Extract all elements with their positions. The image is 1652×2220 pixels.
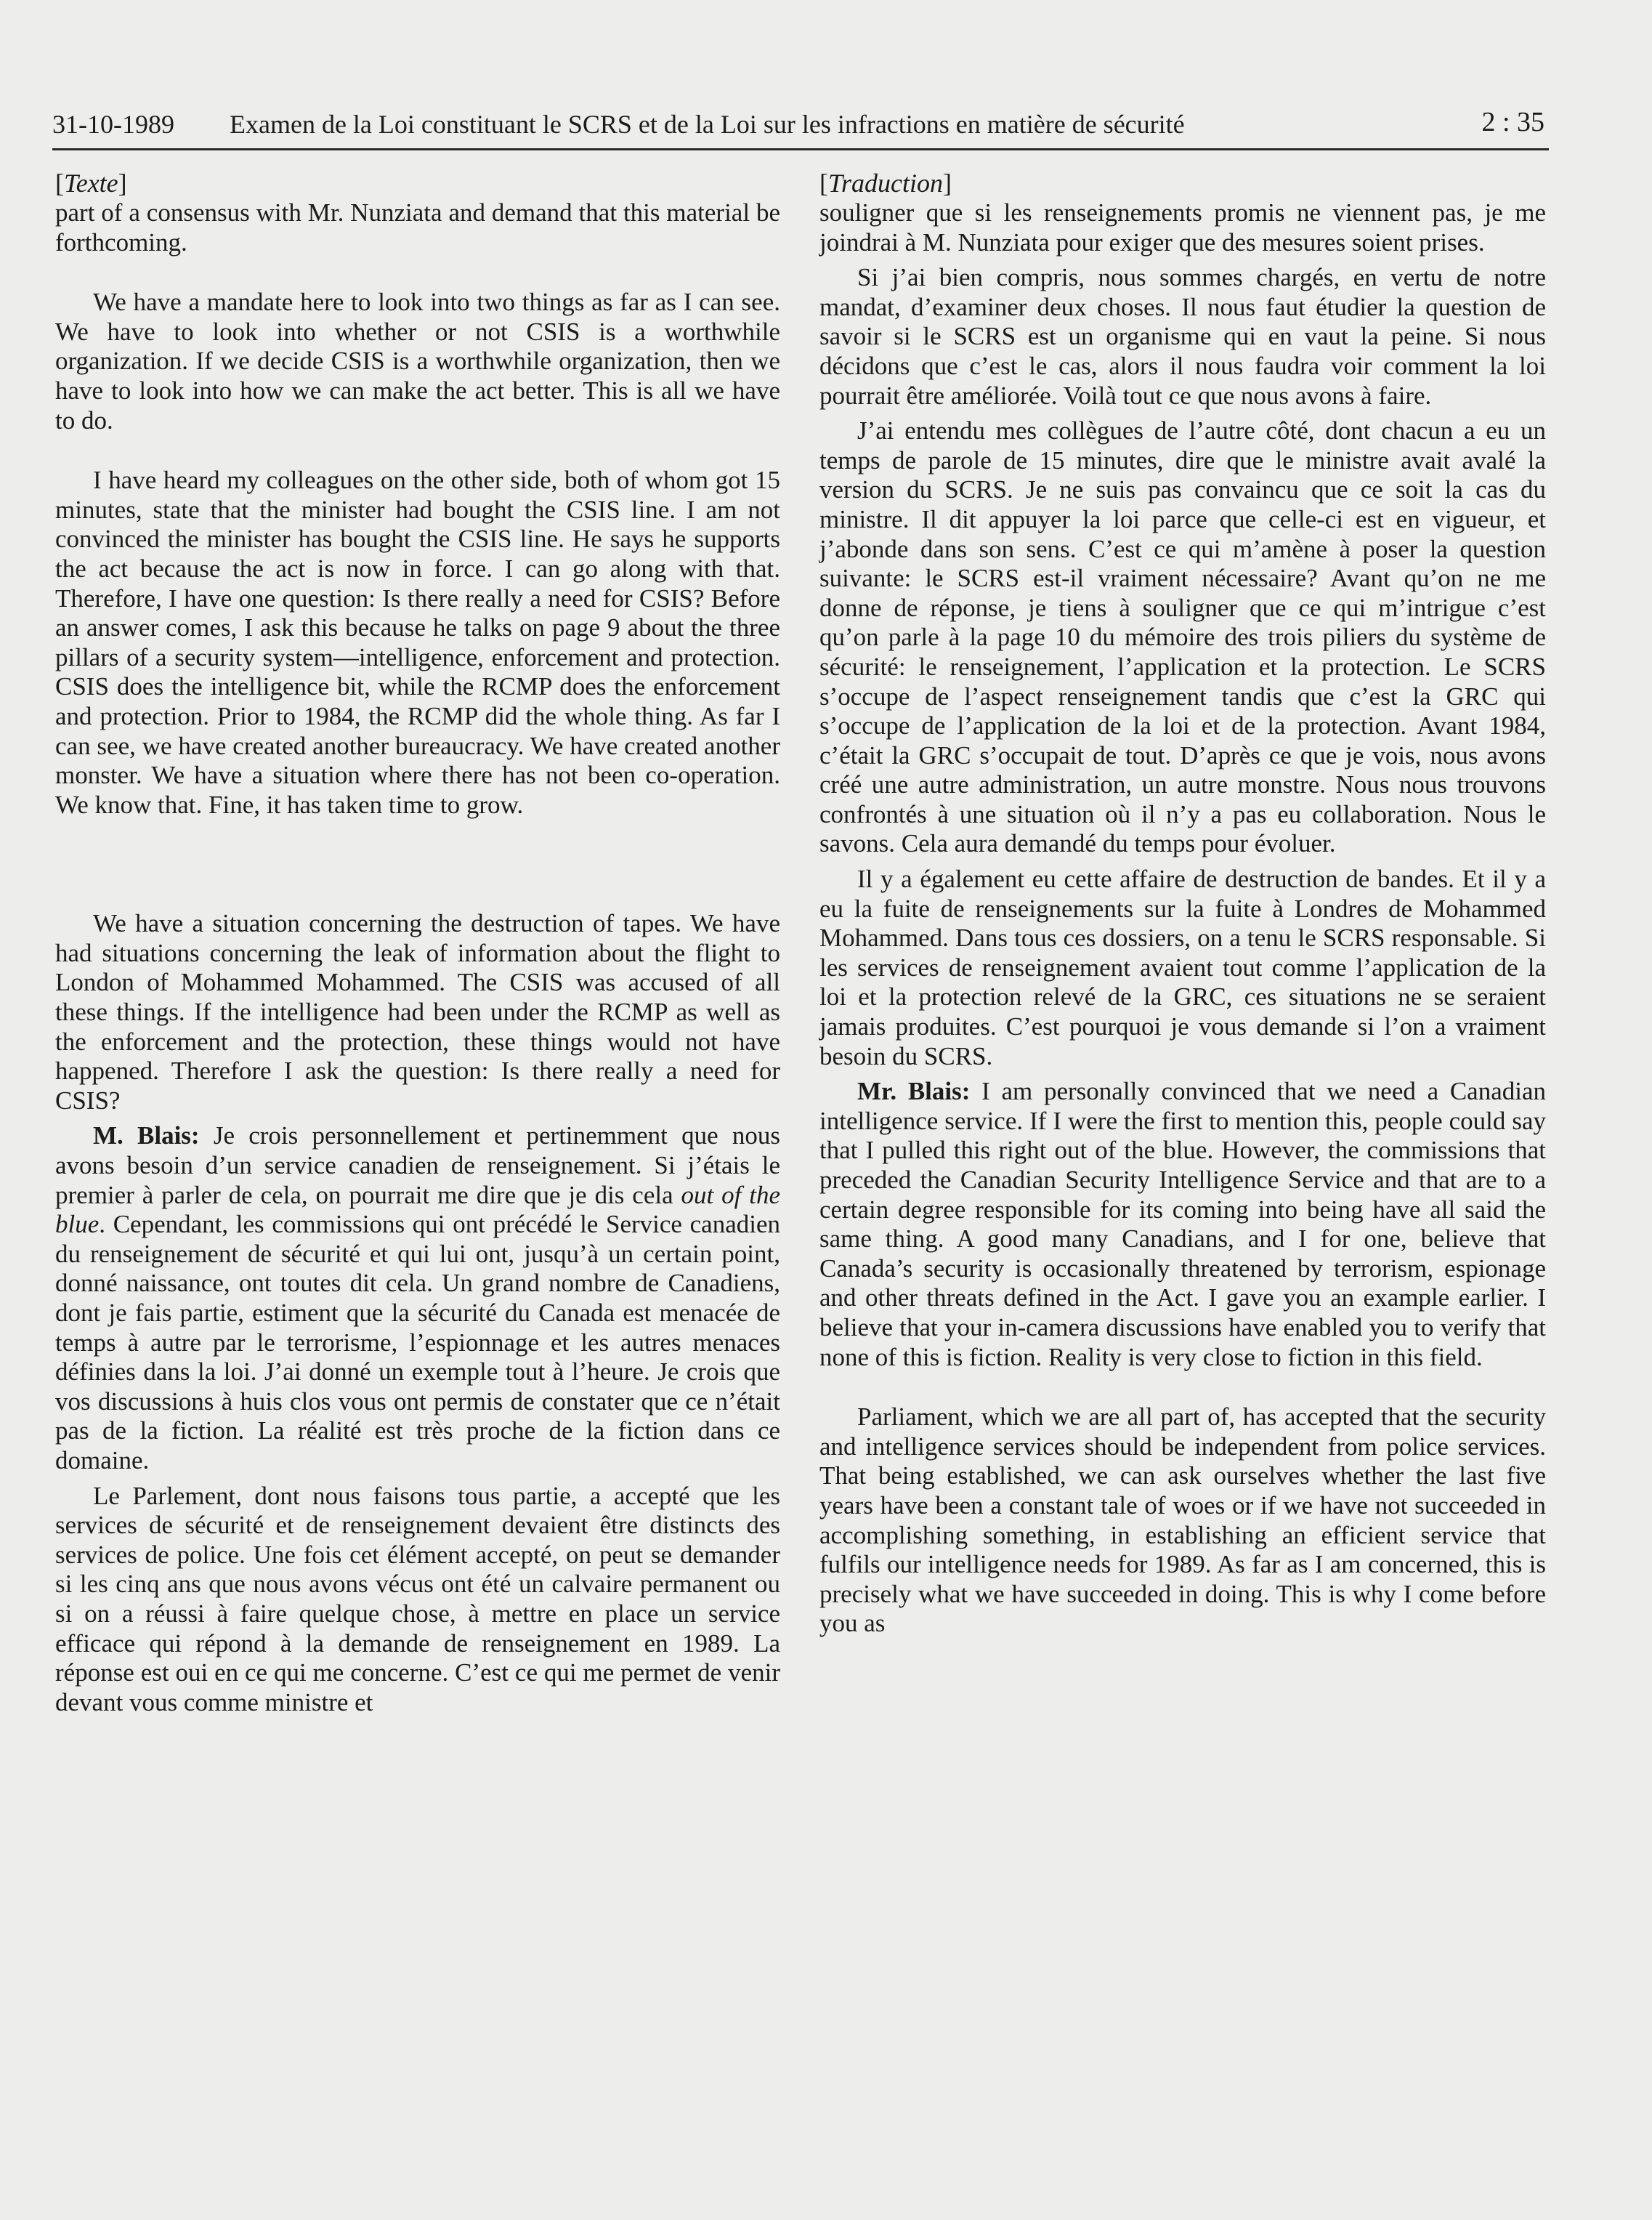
speaker-paragraph: Mr. Blais: I am personally convinced that we need a Canadian intelligence service. If I were the first to mention this, people could say that I pulled this right out of the blue. However, the commissions that preceded the Canadian Security Intelligence Service and that are to a certain degree responsible for its coming into being have all said the same thing. A good many Canadians, and I for one, believe that Canada’s security is occasionally threatened by terrorism, espionage and other threats defined in the Act. I gave you an example earlier. I believe that your in-camera discussions have enabled you to verify that none of this is fiction. Reality is very close to fiction in this field. bbox=[819, 1077, 1547, 1371]
speaker-name: M. Blais: bbox=[93, 1121, 200, 1150]
column-label-traduction: [Traduction] bbox=[819, 169, 952, 198]
speaker-paragraph: M. Blais: Je crois personnellement et pertinemment que nous avons besoin d’un service canadien de renseignement. Si j’étais le premier à parler de cela, on pourrait me dire que je dis cela out of the blue. Cependant, les commissions qui ont précédé le Service canadien du renseignement de sécurité et qui lui ont, jusqu’à un certain point, donné naissance, ont toutes dit cela. Un grand nombre de Canadiens, dont je fais partie, estiment que la sécurité du Canada est menacée de temps à autre par le terrorisme, l’espionnage et les autres menaces définies dans la loi. J’ai donné un exemple tout à l’heure. Je crois que vos discussions à huis clos vous ont permis de constater que ce n’était pas de la fiction. La réalité est très proche de la fiction dans ce domaine. bbox=[55, 1121, 781, 1474]
left-column bbox=[55, 169, 780, 1717]
speaker-name: Mr. Blais: bbox=[857, 1077, 971, 1106]
column-label-texte: [Texte] bbox=[55, 169, 127, 198]
header-date: 31-10-1989 bbox=[52, 110, 174, 139]
paragraph: Il y a également eu cette affaire de destruction de bandes. Et il y a eu la fuite de renseignements sur la fuite à Londres de Mohammed Mohammed. Dans tous ces dossiers, on a tenu le SCRS responsable. Si les services de renseignement avaient tout comme l’application de la loi et la protection relevé de la GRC, ces situations ne se seraient jamais produites. C’est pourquoi je vous demande si l’on a vraiment besoin du SCRS. bbox=[819, 865, 1546, 1070]
header-page-number: 2 : 35 bbox=[1481, 107, 1544, 137]
page-header bbox=[52, 103, 1549, 150]
paragraph: We have a mandate here to look into two things as far as I can see. We have to look into whether or not CSIS is a worthwhile organization. If we decide CSIS is a worthwhile organization, then we have to look into how we can make the act better. This is all we have to do. bbox=[55, 288, 780, 435]
paragraph: We have a situation concerning the destruction of tapes. We have had situations concerning the leak of information about the flight to London of Mohammed Mohammed. The CSIS was accused of all these things. If the intelligence had been under the RCMP as well as the enforcement and the protection, these things would not have happened. Therefore I ask the question: Is there really a need for CSIS? bbox=[55, 909, 780, 1115]
header-title: Examen de la Loi constituant le SCRS et de la Loi sur les infractions en matière de sécurité bbox=[230, 110, 1185, 139]
paragraph: J’ai entendu mes collègues de l’autre côté, dont chacun a eu un temps de parole de 15 minutes, dire que le ministre avait avalé la version du SCRS. Je ne suis pas convaincu que ce soit la cas du ministre. Il dit appuyer la loi parce que celle-ci est en vigueur, et j’abonde dans son sens. C’est ce qui m’amène à poser la question suivante: le SCRS est-il vraiment nécessaire? Avant qu’on ne me donne de réponse, je tiens à souligner que ce qui m’intrigue c’est qu’on parle à la page 10 du mémoire des trois piliers du système de sécurité: le renseignement, l’application et la protection. Le SCRS s’occupe de l’aspect renseignement tandis que c’est la GRC qui s’occupe de l’application de la loi et de la protection. Avant 1984, c’était la GRC s’occupait de tout. D’après ce que je vois, nous avons créé une autre administration, un autre monstre. Nous nous trouvons confrontés à une situation où il n’y a pas eu collaboration. Nous le savons. Cela aura demandé du temps pour évoluer. bbox=[819, 416, 1546, 858]
paragraph: I have heard my colleagues on the other side, both of whom got 15 minutes, state that the minister had bought the CSIS line. I am not convinced the minister has bought the CSIS line. He says he supports the act because the act is now in force. I can go along with that. Therefore, I have one question: Is there really a need for CSIS? Before an answer comes, I ask this because he talks on page 9 about the three pillars of a security system—intelligence, enforcement and protection. CSIS does the intelligence bit, while the RCMP does the enforcement and protection. Prior to 1984, the RCMP did the whole thing. As far I can see, we have created another bureaucracy. We have created another monster. We have a situation where there has not been co-operation. We know that. Fine, it has taken time to grow. bbox=[55, 466, 780, 819]
paragraph: Si j’ai bien compris, nous sommes chargés, en vertu de notre mandat, d’examiner deux choses. Il nous faut étudier la question de savoir si le SCRS est un organisme qui en vaut la peine. Si nous décidons que c’est le cas, alors il nous faudra voir comment la loi pourrait être améliorée. Voilà tout ce que nous avons à faire. bbox=[819, 263, 1546, 410]
italic-phrase: out of the blue bbox=[55, 1180, 780, 1239]
paragraph: souligner que si les renseignements promis ne viennent pas, je me joindrai à M. Nunziata pour exiger que des mesures soient prises. bbox=[819, 198, 1546, 257]
right-column bbox=[819, 169, 1546, 1639]
paragraph: Le Parlement, dont nous faisons tous partie, a accepté que les services de sécurité et de renseignement devaient être distincts des services de police. Une fois cet élément accepté, on peut se demander si les cinq ans que nous avons vécus ont été un calvaire permanent ou si on a réussi à faire quelque chose, à mettre en place un service efficace qui répond à la demande de renseignement en 1989. La réponse est oui en ce qui me concerne. C’est ce qui me permet de venir devant vous comme ministre et bbox=[55, 1481, 780, 1716]
paragraph: Parliament, which we are all part of, has accepted that the security and intelligence services should be independent from police services. That being established, we can ask ourselves whether the last five years have been a constant tale of woes or if we have not succeeded in accomplishing something, in establishing an efficient service that fulfils our intelligence needs for 1989. As far as I am concerned, this is precisely what we have succeeded in doing. This is why I come before you as bbox=[819, 1402, 1546, 1638]
paragraph: part of a consensus with Mr. Nunziata and demand that this material be forthcoming. bbox=[55, 198, 780, 257]
